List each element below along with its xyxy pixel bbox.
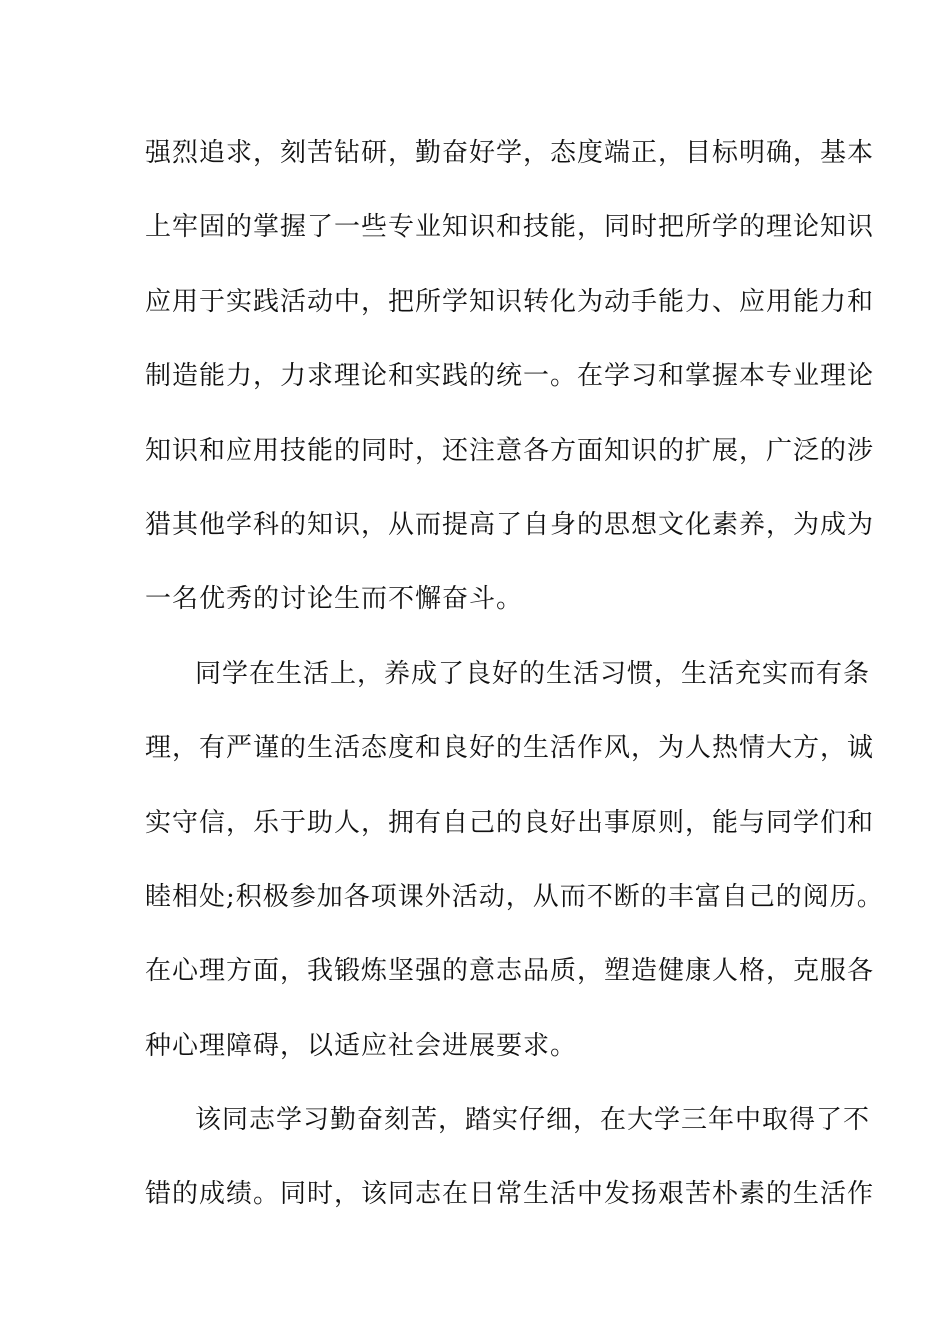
- text-line: 睦相处;积极参加各项课外活动，从而不断的丰富自己的阅历。: [145, 881, 884, 912]
- text-line: 理，有严谨的生活态度和良好的生活作风，为人热情大方，诚: [145, 733, 875, 764]
- text-line: 应用于实践活动中，把所学知识转化为动手能力、应用能力和: [145, 286, 875, 317]
- text-line: 一名优秀的讨论生而不懈奋斗。: [145, 584, 524, 615]
- text-line: 实守信，乐于助人，拥有自己的良好出事原则，能与同学们和: [145, 807, 875, 838]
- document-body: [145, 126, 884, 1242]
- text-line: 强烈追求，刻苦钻研，勤奋好学，态度端正，目标明确，基本: [145, 138, 875, 168]
- paragraph-first-line: 同学在生活上，养成了良好的生活习惯，生活充实而有条: [195, 658, 871, 689]
- text-line: 在心理方面，我锻炼坚强的意志品质，塑造健康人格，克服各: [145, 956, 875, 987]
- text-line: 种心理障碍，以适应社会进展要求。: [145, 1030, 578, 1061]
- text-line: 错的成绩。同时，该同志在日常生活中发扬艰苦朴素的生活作: [145, 1179, 875, 1210]
- text-line: 制造能力，力求理论和实践的统一。在学习和掌握本专业理论: [145, 361, 875, 392]
- text-line: 知识和应用技能的同时，还注意各方面知识的扩展，广泛的涉: [145, 435, 875, 466]
- text-line: 猎其他学科的知识，从而提高了自身的思想文化素养，为成为: [145, 509, 875, 540]
- paragraph-first-line: 该同志学习勤奋刻苦，踏实仔细，在大学三年中取得了不: [195, 1105, 871, 1136]
- text-line: 上牢固的掌握了一些专业知识和技能，同时把所学的理论知识: [145, 212, 875, 243]
